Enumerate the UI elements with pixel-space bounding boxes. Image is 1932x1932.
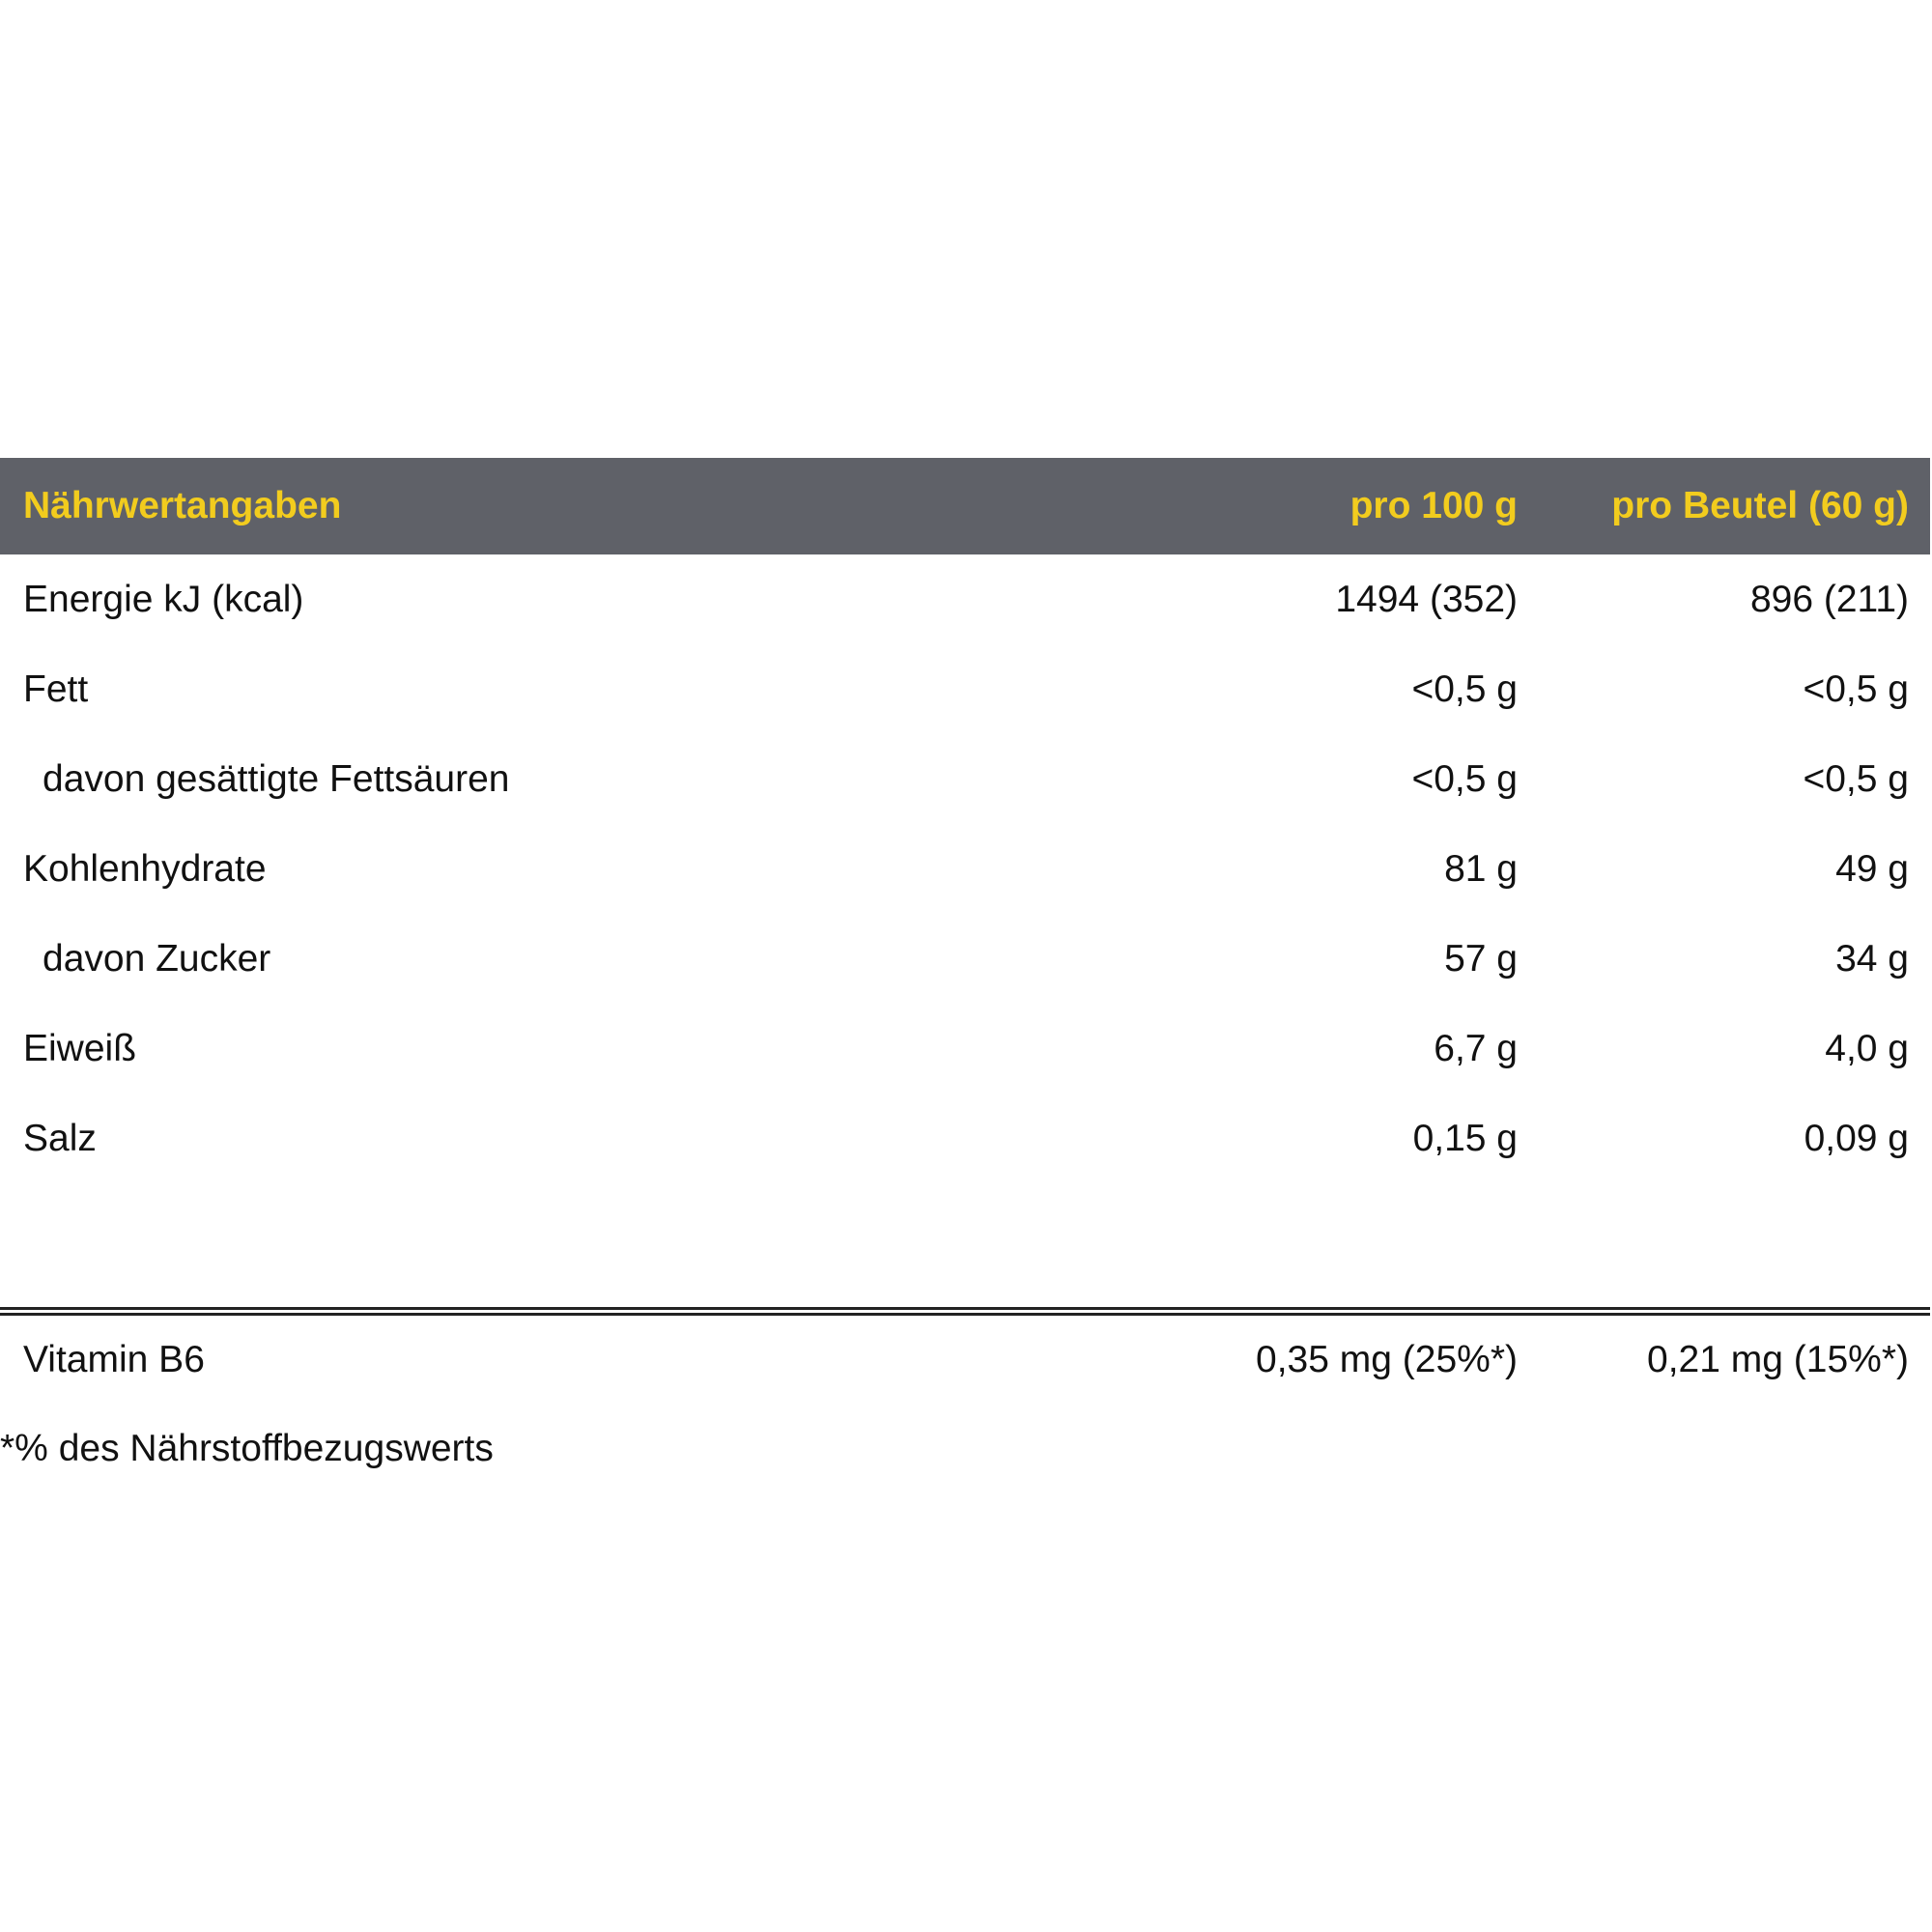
table-row: [0, 734, 1930, 824]
row-value-per-100g: 0,15 g: [1412, 1118, 1518, 1159]
row-value-per-bag: 896 (211): [1749, 579, 1909, 620]
vitamin-label: Vitamin B6: [23, 1339, 205, 1380]
header-label: Nährwertangaben: [23, 485, 342, 526]
footnote: *% des Nährstoffbezugswerts: [0, 1428, 494, 1469]
table-row: [0, 644, 1930, 734]
row-value-per-100g: 6,7 g: [1434, 1028, 1518, 1069]
nutrition-table: [0, 458, 1930, 1405]
header-per-bag: pro Beutel (60 g): [1611, 485, 1909, 526]
table-row: [0, 554, 1930, 644]
spacer: [0, 1183, 1930, 1307]
row-label: Kohlenhydrate: [23, 848, 267, 890]
table-row: [0, 1094, 1930, 1183]
row-value-per-bag: 34 g: [1835, 938, 1909, 980]
row-value-per-100g: 1494 (352): [1335, 579, 1518, 620]
row-label: Salz: [23, 1118, 97, 1159]
vitamin-value-per-bag: 0,21 mg (15%*): [1647, 1339, 1909, 1380]
row-value-per-100g: <0,5 g: [1411, 758, 1518, 800]
row-value-per-bag: <0,5 g: [1803, 668, 1909, 710]
row-value-per-bag: 49 g: [1835, 848, 1909, 890]
table-header: [0, 458, 1930, 554]
table-row: [0, 824, 1930, 914]
row-value-per-100g: <0,5 g: [1411, 668, 1518, 710]
row-label: Fett: [23, 668, 89, 710]
row-value-per-bag: 0,09 g: [1804, 1118, 1909, 1159]
row-label: Energie kJ (kcal): [23, 579, 304, 620]
row-value-per-100g: 81 g: [1444, 848, 1518, 890]
row-value-per-bag: 4,0 g: [1825, 1028, 1909, 1069]
row-label: Eiweiß: [23, 1028, 137, 1069]
vitamin-row: [0, 1316, 1930, 1405]
row-value-per-bag: <0,5 g: [1803, 758, 1909, 800]
vitamin-value-per-100g: 0,35 mg (25%*): [1256, 1339, 1518, 1380]
table-row: [0, 1004, 1930, 1094]
table-row: [0, 914, 1930, 1004]
row-value-per-100g: 57 g: [1444, 938, 1518, 980]
row-label: davon gesättigte Fettsäuren: [43, 758, 510, 800]
row-label: davon Zucker: [43, 938, 271, 980]
header-per-100g: pro 100 g: [1350, 485, 1518, 526]
double-divider: [0, 1307, 1930, 1316]
